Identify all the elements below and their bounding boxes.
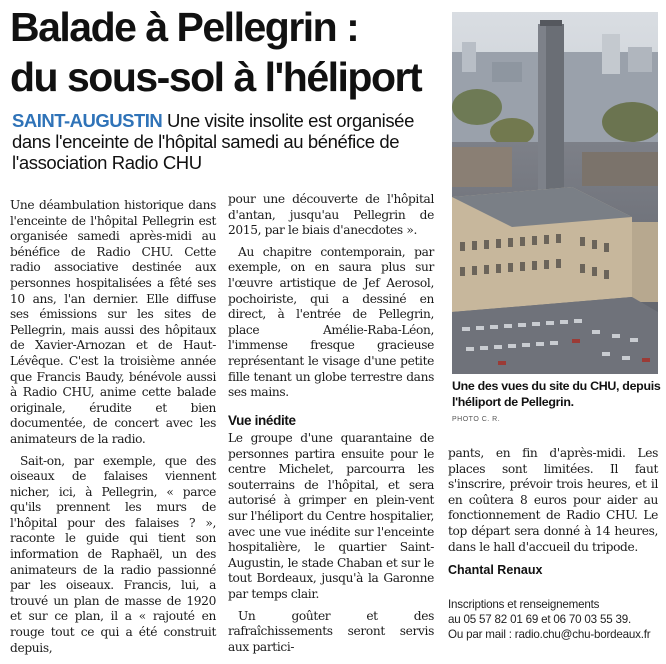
- photo-credit: PHOTO C. R.: [452, 416, 501, 423]
- info-line: Inscriptions et renseignements: [448, 598, 600, 611]
- body-paragraph: Une déambulation historique dans l'enceinte de l'hôpital Pellegrin est organisée samedi après-midi au bénéfice de Radio CHU. Cette radio associative destinée aux personnes hospitalisées a fêté ses 10 ans, l'an dernier. Elle diffuse ses émissions sur les sites de Pellegrin, mais aussi des hôpitaux de Xavier-Arnozan et de Haut-Lévêque. C'est la troisième année que Francis Baudy, bénévole aussi à Radio CHU, anime cette balade originale, érudite et bien documentée, de concert avec les animateurs de la radio.: [10, 198, 216, 446]
- body-column-2-bottom: [228, 412, 434, 655]
- info-email: Ou par mail : radio.chu@chu-bordeaux.fr: [448, 628, 651, 641]
- body-paragraph: Un goûter et des rafraîchissements seront servis aux partici-: [228, 608, 434, 654]
- body-column-2-top: [228, 192, 434, 401]
- deck-text: Une visite insolite est organisée dans l'enceinte de l'hôpital samedi au bénéfice de l'association Radio CHU: [12, 110, 414, 173]
- info-phone: au 05 57 82 01 69 et 06 70 03 55 39.: [448, 613, 631, 626]
- info-box: [448, 597, 663, 642]
- aerial-city-photo: [452, 12, 658, 374]
- headline-line-2: du sous-sol à l'héliport: [10, 54, 422, 100]
- body-paragraph: Sait-on, par exemple, que des oiseaux de falaises viennent nicher, ici, à Pellegrin, « parce qu'ils prennent les murs de l'hôpital pour des falaises ? », raconte le guide qui tient son information de Raphaël, un des animateurs de la radio passionné par les oiseaux. Francis, lui, a trouvé un plan de masse de 1920 et sur ce plan, il a « rajouté en rouge tout ce qui a été construit depuis,: [10, 453, 216, 655]
- body-column-1: [10, 198, 216, 656]
- article-headline: [10, 2, 450, 102]
- body-column-3: [448, 446, 658, 555]
- section-subhead: Vue inédite: [228, 413, 296, 428]
- photo-caption: Une des vues du site du CHU, depuis l'héliport de Pellegrin.: [452, 379, 661, 409]
- article-photo: [452, 12, 658, 374]
- article-deck: [12, 110, 444, 173]
- author-signature: Chantal Renaux: [448, 563, 543, 577]
- body-paragraph: Le groupe d'une quarantaine de personnes partira ensuite pour le centre Michelet, parcourra les souterrains de l'hôpital, et sera autorisé à grimper en plein-vent sur l'héliport du Centre hospitalier, avec une vue inédite sur l'enceinte hospitalière, le quartier Saint-Augustin, le stade Chaban et sur le tout Bordeaux, jusqu'à la Garonne par temps clair.: [228, 431, 434, 601]
- body-paragraph: Au chapitre contemporain, par exemple, on en saura plus sur l'œuvre artistique de Jef Aerosol, pochoiriste, qui a dessiné en direct, à l'entrée de Pellegrin, place Amélie-Raba-Léon, l'immense fresque gracieuse représentant le visage d'une petite fille tenant un globe terrestre dans ses mains.: [228, 244, 434, 400]
- body-paragraph: pour une découverte de l'hôpital d'antan, jusqu'au Pellegrin de 2015, par le biais d'anecdotes ».: [228, 192, 434, 238]
- location-kicker: SAINT-AUGUSTIN: [12, 110, 163, 131]
- headline-line-1: Balade à Pellegrin :: [10, 4, 359, 50]
- body-paragraph: pants, en fin d'après-midi. Les places sont limitées. Il faut s'inscrire, prévoir trois heures, et il en coûtera 8 euros pour aider au fonctionnement de Radio CHU. Le top départ sera donné à 14 heures, dans le hall d'accueil du tripode.: [448, 446, 658, 554]
